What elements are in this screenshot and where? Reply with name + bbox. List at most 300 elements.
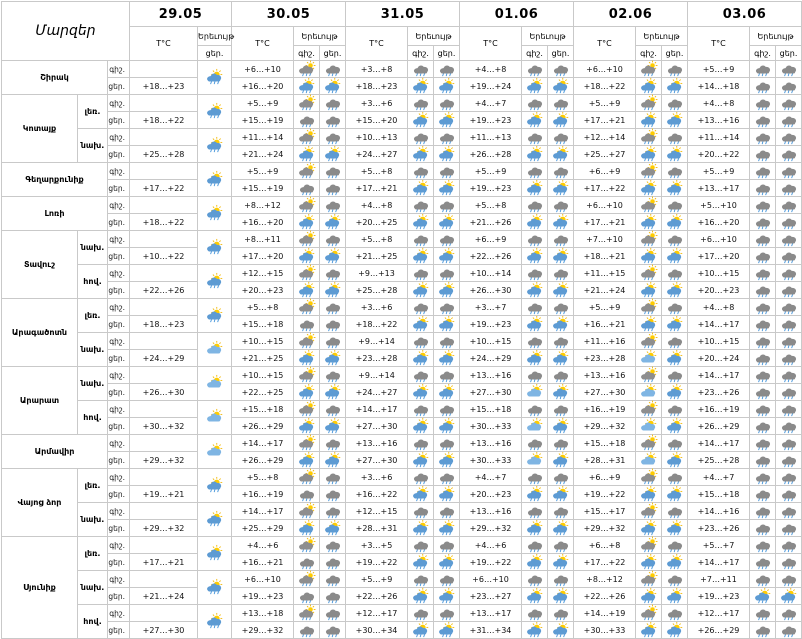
sun-cloud-icon (636, 452, 662, 469)
sun-cloud-rain-icon (636, 316, 662, 333)
temperature-range: +10…+22 (130, 248, 198, 265)
region-name: Արարատ (2, 367, 78, 435)
cloud-rain-icon (408, 605, 434, 622)
temperature-range: +20…+24 (688, 350, 750, 367)
cloud-sun-rain-icon (636, 401, 662, 418)
cloud-rain-icon (776, 95, 802, 112)
temperature-range: +20…+23 (232, 282, 294, 299)
sun-cloud-rain-icon (198, 503, 232, 537)
sun-cloud-rain-icon (294, 520, 320, 537)
cloud-rain-icon (750, 503, 776, 520)
cloud-rain-icon (434, 163, 460, 180)
day-header: ցեր. (548, 46, 574, 61)
temperature-range: +25…+28 (346, 282, 408, 299)
time-of-day-label: ցեր. (108, 180, 130, 197)
sun-cloud-rain-icon (522, 350, 548, 367)
temperature-range: +31…+34 (460, 622, 522, 639)
cloud-rain-icon (522, 95, 548, 112)
sun-cloud-rain-icon (434, 452, 460, 469)
sun-cloud-icon (636, 384, 662, 401)
time-of-day-label: գիշ. (108, 503, 130, 520)
temperature-range: +6…+10 (232, 61, 294, 78)
temperature-range: +13…+17 (688, 180, 750, 197)
sun-cloud-rain-icon (294, 214, 320, 231)
temperature-range: +21…+25 (346, 248, 408, 265)
forecast-table (1, 1, 802, 639)
time-of-day-label: գիշ. (108, 265, 130, 282)
temperature-range: +4…+6 (232, 537, 294, 554)
cloud-rain-icon (750, 180, 776, 197)
sun-cloud-rain-icon (662, 282, 688, 299)
sun-cloud-rain-icon (548, 180, 574, 197)
cloud-rain-icon (662, 231, 688, 248)
cloud-sun-rain-icon (294, 231, 320, 248)
region-name: Արագածոտն (2, 299, 78, 367)
temperature-range: +11…+14 (232, 129, 294, 146)
sun-cloud-rain-icon (198, 95, 232, 129)
night-header: գիշ. (636, 46, 662, 61)
cloud-rain-icon (776, 367, 802, 384)
sun-cloud-rain-icon (522, 486, 548, 503)
sun-cloud-icon (198, 435, 232, 469)
temperature-range (130, 537, 198, 554)
temperature-range: +9…+13 (346, 265, 408, 282)
cloud-rain-icon (776, 350, 802, 367)
cloud-rain-icon (776, 622, 802, 639)
sun-cloud-rain-icon (522, 282, 548, 299)
cloud-rain-icon (750, 469, 776, 486)
temperature-range: +23…+27 (460, 588, 522, 605)
temperature-range: +4…+8 (460, 61, 522, 78)
temp-header: T°C (688, 27, 750, 61)
temperature-range: +30…+33 (460, 418, 522, 435)
temperature-range: +21…+24 (130, 588, 198, 605)
cloud-rain-icon (434, 401, 460, 418)
temperature-range: +26…+29 (232, 418, 294, 435)
temperature-range: +16…+20 (232, 78, 294, 95)
cloud-rain-icon (294, 180, 320, 197)
cloud-sun-rain-icon (636, 95, 662, 112)
sun-cloud-rain-icon (320, 384, 346, 401)
cloud-sun-rain-icon (294, 469, 320, 486)
temperature-range: +23…+26 (688, 384, 750, 401)
cloud-rain-icon (750, 299, 776, 316)
sun-cloud-rain-icon (636, 180, 662, 197)
cloud-sun-rain-icon (636, 537, 662, 554)
sun-cloud-rain-icon (548, 350, 574, 367)
sun-cloud-rain-icon (408, 554, 434, 571)
cloud-rain-icon (434, 333, 460, 350)
temperature-range: +5…+8 (346, 231, 408, 248)
temperature-range: +17…+22 (574, 554, 636, 571)
forecast-row (2, 554, 802, 571)
cloud-sun-rain-icon (636, 299, 662, 316)
forecast-row (2, 299, 802, 316)
temperature-range: +6…+9 (460, 231, 522, 248)
sun-cloud-rain-icon (408, 622, 434, 639)
sun-cloud-rain-icon (198, 129, 232, 163)
temperature-range: +21…+25 (232, 350, 294, 367)
subzone-label: նախ. (78, 571, 108, 605)
temperature-range: +25…+28 (130, 146, 198, 163)
forecast-row (2, 350, 802, 367)
cloud-rain-icon (434, 605, 460, 622)
region-name: Լոռի (2, 197, 108, 231)
cloud-rain-icon (522, 265, 548, 282)
temperature-range: +4…+8 (688, 299, 750, 316)
forecast-row (2, 61, 802, 78)
cloud-rain-icon (662, 163, 688, 180)
cloud-rain-icon (434, 265, 460, 282)
temperature-range: +15…+17 (574, 503, 636, 520)
subzone-label: հով. (78, 265, 108, 299)
sun-cloud-rain-icon (636, 486, 662, 503)
sun-cloud-rain-icon (320, 78, 346, 95)
cloud-rain-icon (662, 333, 688, 350)
sun-cloud-rain-icon (434, 520, 460, 537)
sun-cloud-rain-icon (636, 214, 662, 231)
temperature-range: +3…+6 (346, 95, 408, 112)
sun-cloud-rain-icon (636, 112, 662, 129)
temperature-range: +5…+8 (346, 163, 408, 180)
sun-cloud-rain-icon (548, 384, 574, 401)
temperature-range: +7…+10 (574, 231, 636, 248)
temperature-range: +13…+16 (460, 503, 522, 520)
temperature-range: +16…+19 (232, 486, 294, 503)
forecast-row (2, 622, 802, 639)
cloud-rain-icon (434, 231, 460, 248)
region-name: Վայոց ձոր (2, 469, 78, 537)
sun-cloud-rain-icon (434, 78, 460, 95)
temperature-range: +13…+17 (460, 605, 522, 622)
temperature-range: +11…+13 (460, 129, 522, 146)
temperature-range (130, 129, 198, 146)
temperature-range: +22…+26 (574, 588, 636, 605)
temperature-range: +3…+8 (346, 61, 408, 78)
forecast-row (2, 197, 802, 214)
sun-cloud-rain-icon (548, 214, 574, 231)
time-of-day-label: ցեր. (108, 316, 130, 333)
sun-cloud-rain-icon (636, 146, 662, 163)
temperature-range: +20…+23 (688, 282, 750, 299)
temperature-range: +5…+9 (574, 299, 636, 316)
forecast-row (2, 265, 802, 282)
temperature-range: +3…+7 (460, 299, 522, 316)
forecast-row (2, 78, 802, 95)
temperature-range: +8…+11 (232, 231, 294, 248)
temperature-range: +6…+8 (574, 537, 636, 554)
cloud-rain-icon (750, 571, 776, 588)
night-header: գիշ. (408, 46, 434, 61)
cloud-rain-icon (750, 605, 776, 622)
cloud-rain-icon (548, 231, 574, 248)
time-of-day-label: գիշ. (108, 197, 130, 214)
night-header: գիշ. (522, 46, 548, 61)
cloud-rain-icon (750, 452, 776, 469)
temperature-range: +13…+16 (460, 435, 522, 452)
cloud-sun-rain-icon (294, 129, 320, 146)
temperature-range: +26…+30 (130, 384, 198, 401)
cloud-rain-icon (750, 231, 776, 248)
temperature-range: +10…+15 (688, 333, 750, 350)
forecast-row (2, 180, 802, 197)
sun-cloud-rain-icon (408, 418, 434, 435)
cloud-rain-icon (776, 520, 802, 537)
cloud-rain-icon (522, 61, 548, 78)
temperature-range: +15…+18 (460, 401, 522, 418)
sun-cloud-rain-icon (662, 214, 688, 231)
sun-cloud-rain-icon (636, 282, 662, 299)
temperature-range: +12…+17 (688, 605, 750, 622)
forecast-row (2, 367, 802, 384)
cloud-rain-icon (320, 197, 346, 214)
cloud-rain-icon (662, 299, 688, 316)
temperature-range: +16…+19 (688, 401, 750, 418)
sun-cloud-rain-icon (548, 78, 574, 95)
sun-cloud-rain-icon (320, 350, 346, 367)
time-of-day-label: գիշ. (108, 605, 130, 622)
temperature-range: +20…+22 (688, 146, 750, 163)
sun-cloud-icon (522, 418, 548, 435)
temperature-range: +3…+5 (346, 537, 408, 554)
sun-cloud-rain-icon (434, 146, 460, 163)
cloud-rain-icon (408, 469, 434, 486)
sun-cloud-icon (522, 384, 548, 401)
cloud-rain-icon (776, 231, 802, 248)
forecast-row (2, 435, 802, 452)
time-of-day-label: ցեր. (108, 350, 130, 367)
cloud-rain-icon (522, 469, 548, 486)
forecast-row (2, 248, 802, 265)
date-header: 30.05 (232, 2, 346, 27)
temperature-range: +5…+9 (232, 95, 294, 112)
phenomenon-header: Երեւույթ (408, 27, 460, 46)
temperature-range: +11…+14 (688, 129, 750, 146)
temperature-range: +14…+17 (232, 503, 294, 520)
sun-cloud-icon (636, 350, 662, 367)
cloud-rain-icon (522, 401, 548, 418)
cloud-rain-icon (320, 61, 346, 78)
cloud-rain-icon (522, 435, 548, 452)
temperature-range: +5…+7 (688, 537, 750, 554)
cloud-rain-icon (776, 435, 802, 452)
time-of-day-label: ցեր. (108, 554, 130, 571)
cloud-rain-icon (320, 129, 346, 146)
cloud-rain-icon (750, 112, 776, 129)
cloud-rain-icon (548, 197, 574, 214)
cloud-rain-icon (662, 503, 688, 520)
forecast-row (2, 316, 802, 333)
time-of-day-label: ցեր. (108, 418, 130, 435)
cloud-rain-icon (662, 129, 688, 146)
sun-cloud-rain-icon (408, 78, 434, 95)
sun-cloud-icon (522, 452, 548, 469)
sun-cloud-icon (636, 418, 662, 435)
sun-cloud-rain-icon (548, 452, 574, 469)
cloud-rain-icon (750, 265, 776, 282)
forecast-row (2, 486, 802, 503)
temperature-range: +12…+15 (346, 503, 408, 520)
temperature-range: +18…+23 (346, 78, 408, 95)
phenomenon-header: Երեւույթ (294, 27, 346, 46)
cloud-rain-icon (750, 554, 776, 571)
cloud-rain-icon (662, 605, 688, 622)
cloud-rain-icon (522, 605, 548, 622)
cloud-rain-icon (320, 435, 346, 452)
temperature-range: +16…+20 (232, 214, 294, 231)
temp-header: T°C (346, 27, 408, 61)
sun-cloud-rain-icon (662, 520, 688, 537)
cloud-sun-rain-icon (294, 537, 320, 554)
cloud-rain-icon (408, 435, 434, 452)
cloud-rain-icon (320, 537, 346, 554)
temperature-range: +26…+29 (232, 452, 294, 469)
cloud-rain-icon (548, 163, 574, 180)
cloud-rain-icon (522, 571, 548, 588)
cloud-rain-icon (750, 622, 776, 639)
cloud-rain-icon (750, 163, 776, 180)
forecast-row (2, 520, 802, 537)
cloud-rain-icon (320, 622, 346, 639)
sun-cloud-rain-icon (548, 520, 574, 537)
temperature-range (130, 231, 198, 248)
temperature-range: +19…+22 (346, 554, 408, 571)
subzone-label: լեռ. (78, 537, 108, 571)
temperature-range: +29…+32 (574, 520, 636, 537)
sun-cloud-rain-icon (434, 350, 460, 367)
sun-cloud-rain-icon (548, 622, 574, 639)
temperature-range: +12…+17 (346, 605, 408, 622)
temperature-range: +29…+32 (130, 520, 198, 537)
temperature-range: +18…+22 (574, 78, 636, 95)
sun-cloud-rain-icon (636, 554, 662, 571)
temperature-range: +21…+24 (232, 146, 294, 163)
cloud-rain-icon (776, 129, 802, 146)
temperature-range: +5…+9 (460, 163, 522, 180)
cloud-rain-icon (408, 163, 434, 180)
cloud-rain-icon (434, 61, 460, 78)
cloud-rain-icon (320, 588, 346, 605)
temperature-range: +26…+30 (460, 282, 522, 299)
sun-cloud-rain-icon (320, 520, 346, 537)
temperature-range: +29…+32 (232, 622, 294, 639)
cloud-rain-icon (408, 197, 434, 214)
temperature-range: +11…+15 (574, 265, 636, 282)
cloud-rain-icon (750, 146, 776, 163)
temperature-range: +4…+8 (346, 197, 408, 214)
cloud-rain-icon (522, 197, 548, 214)
cloud-sun-rain-icon (636, 163, 662, 180)
temperature-range: +16…+21 (574, 316, 636, 333)
cloud-rain-icon (776, 452, 802, 469)
day-header: ցեր. (434, 46, 460, 61)
sun-cloud-rain-icon (408, 486, 434, 503)
cloud-rain-icon (320, 554, 346, 571)
time-of-day-label: գիշ. (108, 469, 130, 486)
subzone-label: լեռ. (78, 299, 108, 333)
day-header: ցեր. (662, 46, 688, 61)
forecast-row (2, 146, 802, 163)
night-header: գիշ. (750, 46, 776, 61)
cloud-sun-rain-icon (636, 61, 662, 78)
subzone-label: հով. (78, 401, 108, 435)
cloud-rain-icon (776, 214, 802, 231)
sun-cloud-rain-icon (294, 418, 320, 435)
cloud-rain-icon (320, 333, 346, 350)
time-of-day-label: գիշ. (108, 61, 130, 78)
cloud-rain-icon (548, 299, 574, 316)
cloud-rain-icon (662, 367, 688, 384)
temperature-range (130, 605, 198, 622)
time-of-day-label: գիշ. (108, 435, 130, 452)
sun-cloud-rain-icon (198, 197, 232, 231)
phenomenon-header: Երեւույթ (198, 27, 232, 46)
temperature-range: +17…+21 (574, 112, 636, 129)
temperature-range: +23…+26 (688, 520, 750, 537)
cloud-rain-icon (320, 299, 346, 316)
time-of-day-label: ցեր. (108, 622, 130, 639)
sun-cloud-rain-icon (198, 469, 232, 503)
sun-cloud-rain-icon (198, 571, 232, 605)
cloud-rain-icon (408, 61, 434, 78)
cloud-rain-icon (294, 486, 320, 503)
cloud-rain-icon (294, 588, 320, 605)
cloud-rain-icon (294, 316, 320, 333)
temperature-range: +14…+17 (232, 435, 294, 452)
temperature-range: +5…+9 (346, 571, 408, 588)
cloud-rain-icon (750, 520, 776, 537)
sun-cloud-rain-icon (294, 146, 320, 163)
temperature-range: +28…+31 (346, 520, 408, 537)
cloud-rain-icon (548, 61, 574, 78)
temperature-range: +15…+18 (574, 435, 636, 452)
cloud-rain-icon (548, 401, 574, 418)
phenomenon-header: Երեւույթ (636, 27, 688, 46)
temperature-range: +17…+21 (346, 180, 408, 197)
temperature-range: +14…+18 (688, 78, 750, 95)
sun-cloud-rain-icon (408, 146, 434, 163)
cloud-rain-icon (750, 367, 776, 384)
sun-cloud-rain-icon (548, 112, 574, 129)
temperature-range: +10…+15 (232, 333, 294, 350)
temp-header: T°C (130, 27, 198, 61)
sun-cloud-rain-icon (198, 163, 232, 197)
time-of-day-label: գիշ. (108, 333, 130, 350)
forecast-row (2, 469, 802, 486)
cloud-rain-icon (408, 401, 434, 418)
sun-cloud-rain-icon (522, 554, 548, 571)
cloud-rain-icon (294, 554, 320, 571)
cloud-sun-rain-icon (294, 197, 320, 214)
cloud-sun-rain-icon (294, 95, 320, 112)
temperature-range: +30…+33 (460, 452, 522, 469)
time-of-day-label: ցեր. (108, 282, 130, 299)
cloud-rain-icon (548, 571, 574, 588)
temperature-range: +6…+9 (574, 469, 636, 486)
temperature-range: +23…+28 (346, 350, 408, 367)
temperature-range: +19…+23 (688, 588, 750, 605)
subzone-label: լեռ. (78, 469, 108, 503)
cloud-rain-icon (522, 299, 548, 316)
sun-cloud-rain-icon (198, 537, 232, 571)
sun-cloud-rain-icon (662, 452, 688, 469)
temp-header: T°C (232, 27, 294, 61)
cloud-rain-icon (320, 486, 346, 503)
temperature-range: +9…+14 (346, 367, 408, 384)
sun-cloud-rain-icon (434, 588, 460, 605)
subzone-label: լեռ. (78, 95, 108, 129)
cloud-rain-icon (434, 435, 460, 452)
